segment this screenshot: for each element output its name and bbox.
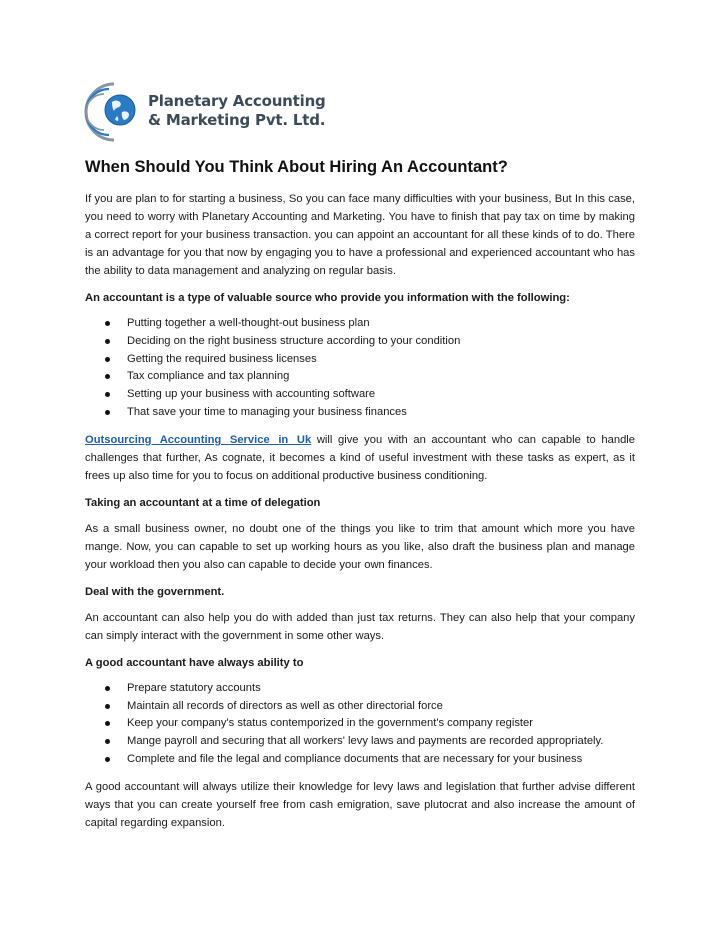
- intro-paragraph: If you are plan to for starting a business, So you can face many difficulties with your business, But In this case, you need to worry with Planetary Accounting and Marketing. You have to finish that pay tax on time by making a correct report for your business transaction. you can appoint an accountant for all these kinds of to do. There is an advantage for you that now by engaging you to have a professional and experienced accountant who has the ability to data management and analyzing on regular basis.: [85, 193, 635, 277]
- list-item: Maintain all records of directors as well as other directorial force: [85, 698, 635, 716]
- bullet-icon: [105, 321, 110, 326]
- logo-wordmark: [148, 92, 326, 130]
- bullet-icon: [105, 721, 110, 726]
- list-item: Deciding on the right business structure according to your condition: [85, 333, 635, 351]
- bullet-icon: [105, 757, 110, 762]
- page-title: When Should You Think About Hiring An Accountant?: [85, 158, 508, 176]
- section2-heading: Taking an accountant at a time of delegation: [85, 496, 321, 509]
- list-item: Setting up your business with accounting software: [85, 386, 635, 404]
- list-item: Keep your company's status contemporized in the government's company register: [85, 715, 635, 733]
- list1-heading: An accountant is a type of valuable source who provide you information with the following:: [85, 292, 570, 304]
- bullet-icon: [105, 704, 110, 709]
- bullet-icon: [105, 392, 110, 397]
- article-body: [85, 156, 635, 841]
- company-logo: [84, 80, 324, 144]
- outsourcing-paragraph: [85, 431, 635, 485]
- list-item: That save your time to managing your business finances: [85, 404, 635, 422]
- bullet-icon: [105, 739, 110, 744]
- outsourcing-text: will give you with an accountant who can capable to handle challenges that further, As cognate, it becomes a kind of useful investment with these tasks as expert, as it frees up also time for you to focus on additional productive business conditioning.: [85, 433, 635, 482]
- list-item: Tax compliance and tax planning: [85, 368, 635, 386]
- list-item: Prepare statutory accounts: [85, 680, 635, 698]
- list-item: Getting the required business licenses: [85, 351, 635, 369]
- list2-heading: A good accountant have always ability to: [85, 656, 304, 669]
- services-list: [85, 315, 635, 422]
- bullet-icon: [105, 410, 110, 415]
- bullet-icon: [105, 339, 110, 344]
- logo-line-1: Planetary Accounting: [148, 92, 326, 110]
- closing-paragraph: A good accountant will always utilize their knowledge for levy laws and legislation that further advise different ways that you can create yourself free from cash emigration, save plutocrat and also increase the amount of capital regarding expansion.: [85, 780, 635, 829]
- section2-paragraph: As a small business owner, no doubt one of the things you like to trim that amount which more you have mange. Now, you can capable to set up working hours as you like, also draft the business plan and manage your workload then you also can capable to decide your own finances.: [85, 522, 635, 571]
- list-item: Putting together a well-thought-out business plan: [85, 315, 635, 333]
- logo-line-2: & Marketing Pvt. Ltd.: [148, 111, 326, 129]
- bullet-icon: [105, 357, 110, 362]
- bullet-icon: [105, 374, 110, 379]
- list-item: Mange payroll and securing that all workers' levy laws and payments are recorded appropriately.: [85, 733, 635, 751]
- outsourcing-service-link[interactable]: Outsourcing Accounting Service in Uk: [85, 433, 312, 446]
- abilities-list: [85, 680, 635, 769]
- globe-logo-icon: [84, 80, 148, 144]
- bullet-icon: [105, 686, 110, 691]
- section3-heading: Deal with the government.: [85, 585, 225, 598]
- section3-paragraph: An accountant can also help you do with added than just tax returns. They can also help that your company can simply interact with the government in some other ways.: [85, 611, 635, 642]
- list-item: Complete and file the legal and compliance documents that are necessary for your business: [85, 751, 635, 769]
